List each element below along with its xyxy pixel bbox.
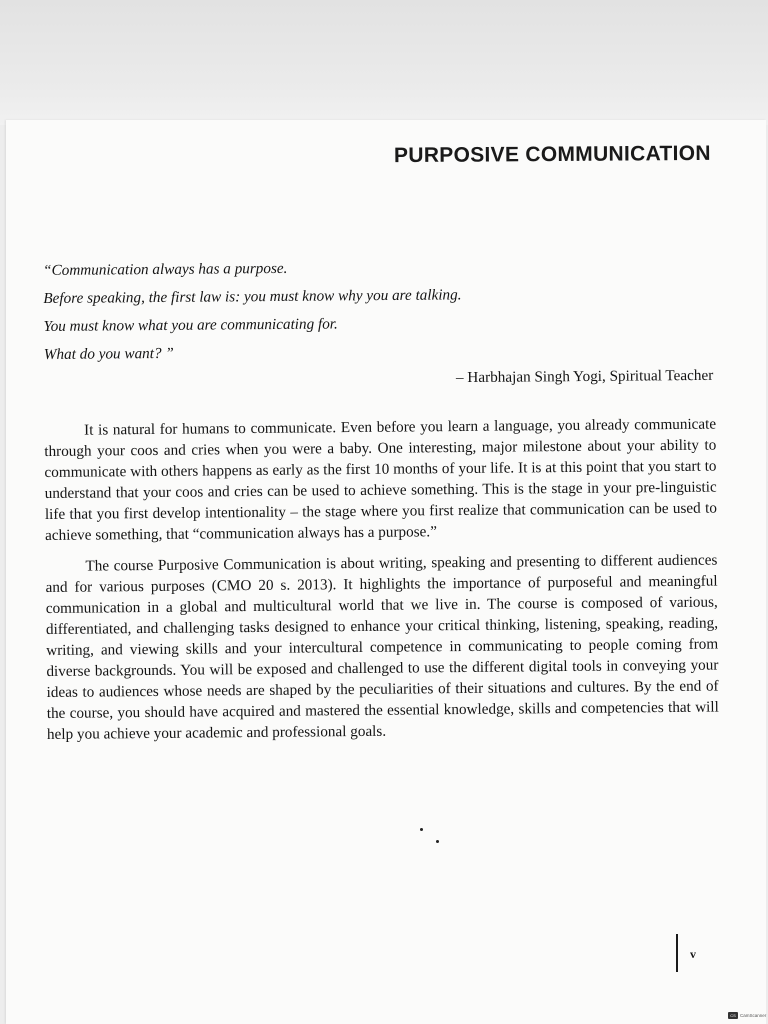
body-text	[44, 414, 719, 755]
paragraph-course: The course Purposive Communication is about writing, speaking and presenting to different audiences and for various purposes (CMO 20 s. 2013). It highlights the importance of purposeful and meaningful communication in a global and multicultural world that we live in. The course is composed of various, differentiated, and challenging tasks designed to enhance your critical thinking, listening, speaking, reading, writing, and viewing skills and your intercultural competence in communicating to people coming from diverse backgrounds. You will be exposed and challenged to use the different digital tools in conveying your ideas to audiences whose needs are shaped by the peculiarities of their situations and cultures. By the end of the course, you should have acquired and mastered the essential knowledge, skills and competencies that will help you achieve your academic and professional goals.	[45, 551, 719, 743]
page-marker-line	[676, 934, 678, 972]
scan-speck	[436, 840, 439, 843]
epigraph-line: What do you want? ”	[43, 344, 174, 363]
scan-background-shadow	[0, 0, 768, 125]
paragraph-intro: It is natural for humans to communicate. Even before you learn a language, you already communicate through your coos and cries when you were a baby. One interesting, major milestone about your ability to communicate with others happens as early as the first 10 months of your life. It is at this point that you start to understand that your coos and cries can be used to achieve something. This is the stage in your pre-linguistic life that you first develop intentionality – the stage where you first realize that communication can be used to achieve something, that “communication always has a purpose.”	[44, 415, 717, 544]
scanner-watermark-text: CamScanner	[740, 1013, 767, 1018]
epigraph-attribution: – Harbhajan Singh Yogi, Spiritual Teacher	[455, 366, 714, 387]
scan-speck	[420, 828, 423, 831]
page-number: v	[690, 947, 696, 961]
page-title: PURPOSIVE COMMUNICATION	[394, 141, 712, 168]
epigraph-line: Before speaking, the first law is: you must know why you are talking.	[43, 286, 462, 307]
epigraph-line: You must know what you are communicating for.	[43, 315, 338, 335]
scanner-watermark	[728, 1012, 766, 1019]
epigraph-line: “Communication always has a purpose.	[43, 259, 288, 279]
epigraph-quote	[43, 251, 724, 369]
scanner-logo-icon: CS	[728, 1012, 738, 1019]
